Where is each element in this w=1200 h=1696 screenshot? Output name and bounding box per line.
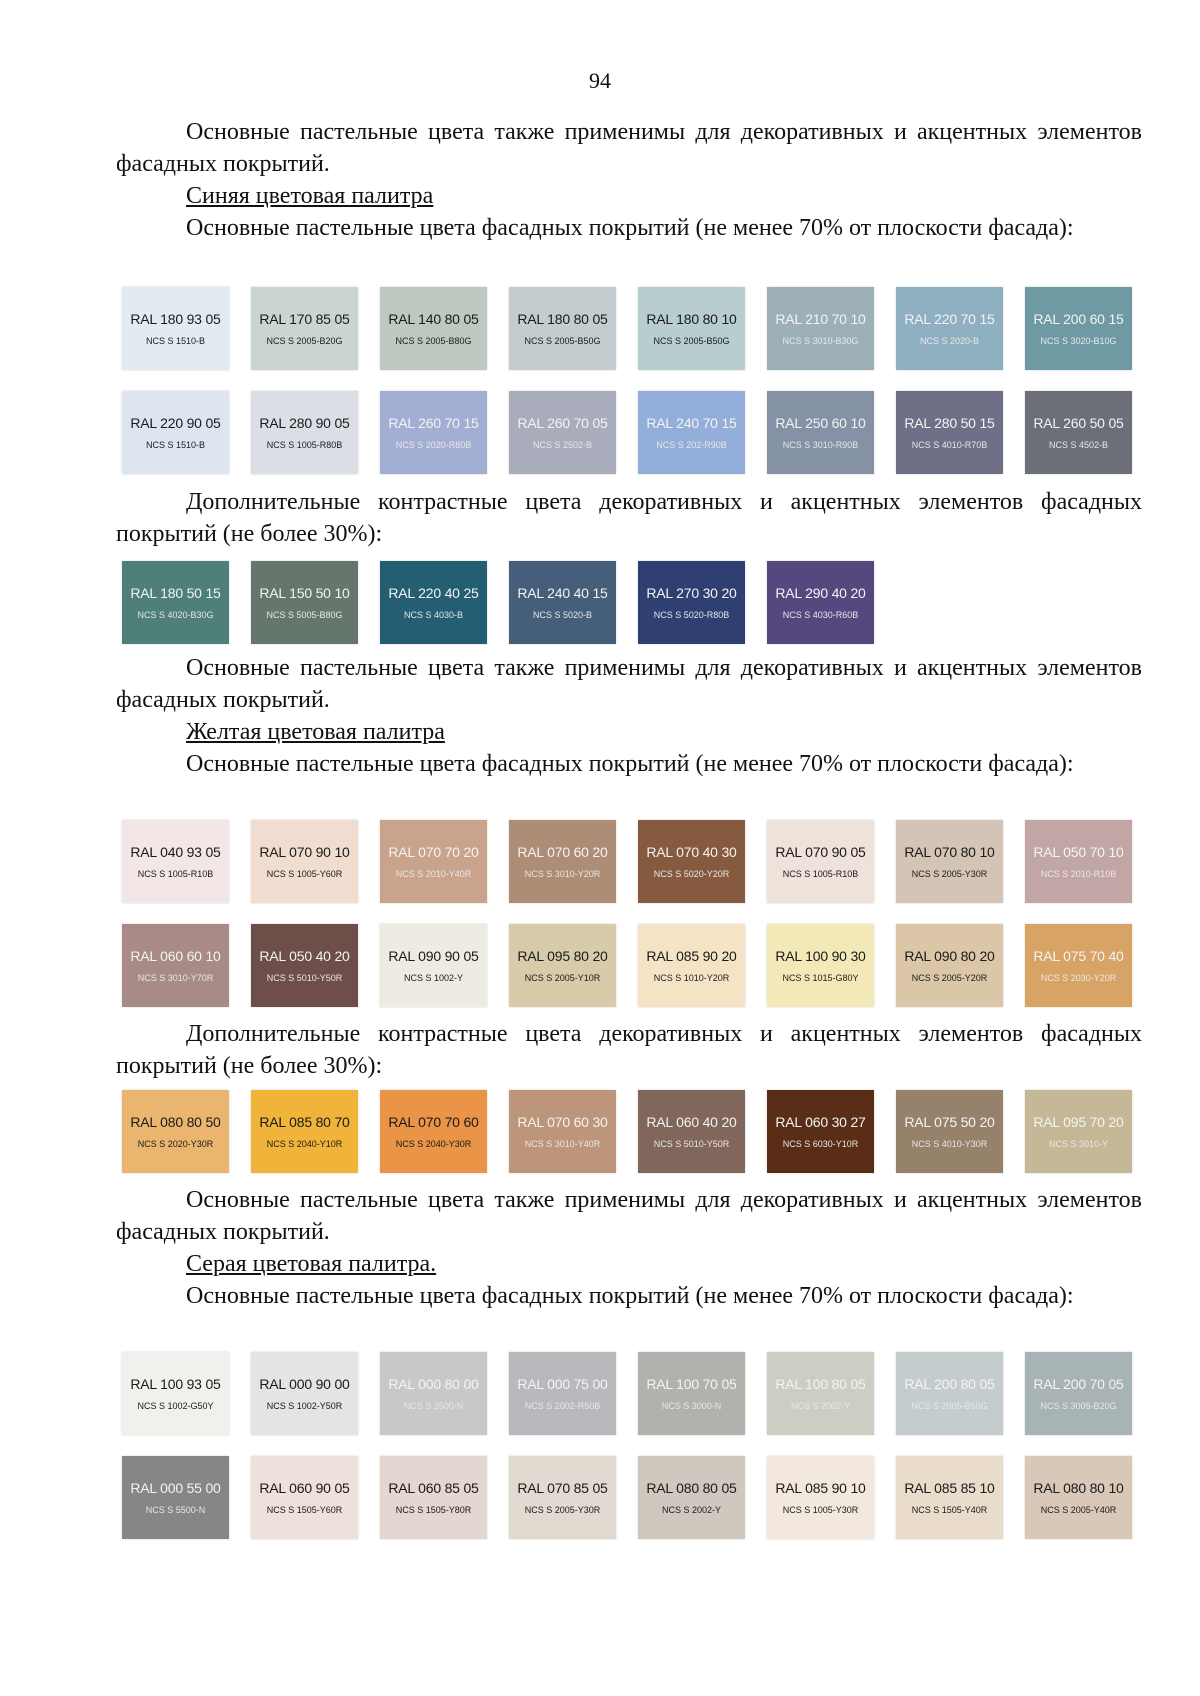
ral-code: RAL 200 70 05 (1033, 1376, 1124, 1392)
paragraph-additional-blue (116, 486, 1142, 550)
color-swatch (251, 820, 358, 903)
ral-code: RAL 150 50 10 (259, 585, 350, 601)
ral-code: RAL 290 40 20 (775, 585, 866, 601)
ncs-code: NCS S 5020-R80B (653, 610, 730, 620)
ncs-code: NCS S 1505-Y80R (395, 1505, 472, 1515)
color-swatch (638, 287, 745, 370)
color-swatch (767, 287, 874, 370)
ral-code: RAL 180 50 15 (130, 585, 221, 601)
color-swatch (380, 1352, 487, 1435)
color-swatch (638, 391, 745, 474)
swatch-row (122, 391, 1132, 474)
ral-code: RAL 090 90 05 (388, 948, 479, 964)
ncs-code: NCS S 3005-B20G (1040, 1401, 1117, 1411)
ral-code: RAL 050 70 10 (1033, 844, 1124, 860)
ral-code: RAL 100 93 05 (130, 1376, 221, 1392)
ncs-code: NCS S 2020-Y30R (137, 1139, 214, 1149)
ral-code: RAL 070 70 60 (388, 1114, 479, 1130)
ncs-code: NCS S 1510-B (145, 440, 206, 450)
ncs-code: NCS S 3010-Y (1048, 1139, 1109, 1149)
ncs-code: NCS S 5020-B (532, 610, 593, 620)
color-swatch (638, 1090, 745, 1173)
ncs-code: NCS S 1505-Y40R (911, 1505, 988, 1515)
color-swatch (251, 1090, 358, 1173)
ral-code: RAL 140 80 05 (388, 311, 479, 327)
ral-code: RAL 060 40 20 (646, 1114, 737, 1130)
ncs-code: NCS S 4010-Y30R (911, 1139, 988, 1149)
paragraph-accent-note-2 (116, 652, 1142, 716)
ncs-code: NCS S 2005-B50G (911, 1401, 988, 1411)
paragraph-main-yellow (116, 748, 1142, 780)
color-swatch (767, 1352, 874, 1435)
ncs-code: NCS S 5010-Y50R (653, 1139, 730, 1149)
color-swatch (509, 287, 616, 370)
ral-code: RAL 180 93 05 (130, 311, 221, 327)
ral-code: RAL 090 80 20 (904, 948, 995, 964)
ral-code: RAL 220 70 15 (904, 311, 995, 327)
color-swatch (767, 1090, 874, 1173)
color-swatch (122, 1456, 229, 1539)
color-swatch (638, 561, 745, 644)
ral-code: RAL 050 40 20 (259, 948, 350, 964)
ncs-code: NCS S 1505-Y60R (266, 1505, 343, 1515)
color-swatch (896, 1352, 1003, 1435)
ral-code: RAL 280 90 05 (259, 415, 350, 431)
ral-code: RAL 085 90 20 (646, 948, 737, 964)
swatch-row (122, 820, 1132, 903)
ral-code: RAL 085 85 10 (904, 1480, 995, 1496)
swatch-row (122, 1352, 1132, 1435)
color-swatch (380, 924, 487, 1007)
color-swatch (1025, 391, 1132, 474)
paragraph-text: Основные пастельные цвета также применимы для декоративных и акцентных элементов фасадных покрытий. (116, 655, 1142, 713)
swatch-row (122, 924, 1132, 1007)
color-swatch (251, 1456, 358, 1539)
ral-code: RAL 000 55 00 (130, 1480, 221, 1496)
ncs-code: NCS S 2005-B50G (524, 336, 601, 346)
ral-code: RAL 075 50 20 (904, 1114, 995, 1130)
ncs-code: NCS S 2005-Y30R (524, 1505, 601, 1515)
ncs-code: NCS S 2010-Y40R (395, 869, 472, 879)
color-swatch (638, 820, 745, 903)
ncs-code: NCS S 2005-B80G (395, 336, 472, 346)
color-swatch (1025, 1090, 1132, 1173)
color-swatch (509, 820, 616, 903)
paragraph-text: Дополнительные контрастные цвета декоративных и акцентных элементов фасадных покрытий (не более 30%): (116, 489, 1142, 547)
ncs-code: NCS S 2002-Y (661, 1505, 722, 1515)
paragraph-main-blue (116, 212, 1142, 244)
color-swatch (122, 1352, 229, 1435)
ncs-code: NCS S 3000-N (661, 1401, 722, 1411)
ncs-code: NCS S 5500-N (145, 1505, 206, 1515)
color-swatch (896, 391, 1003, 474)
ncs-code: NCS S 2002-Y (790, 1401, 851, 1411)
ral-code: RAL 085 80 70 (259, 1114, 350, 1130)
color-swatch (638, 1456, 745, 1539)
ral-code: RAL 070 80 10 (904, 844, 995, 860)
color-swatch (767, 924, 874, 1007)
paragraph-main-grey (116, 1280, 1142, 1312)
ncs-code: NCS S 6030-Y10R (782, 1139, 859, 1149)
color-swatch (509, 1090, 616, 1173)
color-swatch (380, 391, 487, 474)
color-swatch (251, 287, 358, 370)
ncs-code: NCS S 2005-Y10R (524, 973, 601, 983)
ral-code: RAL 240 40 15 (517, 585, 608, 601)
ncs-code: NCS S 2020-B (919, 336, 980, 346)
ncs-code: NCS S 2005-B50G (653, 336, 730, 346)
color-swatch (509, 1352, 616, 1435)
ncs-code: NCS S 4030-R60B (782, 610, 859, 620)
ral-code: RAL 080 80 05 (646, 1480, 737, 1496)
ral-code: RAL 180 80 10 (646, 311, 737, 327)
color-swatch (767, 561, 874, 644)
page-number: 94 (589, 68, 611, 93)
ral-code: RAL 085 90 10 (775, 1480, 866, 1496)
paragraph-text: Дополнительные контрастные цвета декоративных и акцентных элементов фасадных покрытий (не более 30%): (116, 1021, 1142, 1079)
swatch-row (122, 1090, 1132, 1173)
ncs-code: NCS S 4502-B (1048, 440, 1109, 450)
color-swatch (380, 820, 487, 903)
color-swatch (509, 391, 616, 474)
ncs-code: NCS S 3010-Y20R (524, 869, 601, 879)
ncs-code: NCS S 2500-N (403, 1401, 464, 1411)
color-swatch (509, 1456, 616, 1539)
color-swatch (509, 561, 616, 644)
ncs-code: NCS S 1015-G80Y (782, 973, 859, 983)
color-swatch (767, 820, 874, 903)
ral-code: RAL 060 90 05 (259, 1480, 350, 1496)
color-swatch (122, 1090, 229, 1173)
color-swatch (380, 561, 487, 644)
color-swatch (251, 561, 358, 644)
ncs-code: NCS S 202-R90B (656, 440, 727, 450)
paragraph-accent-note-3 (116, 1184, 1142, 1248)
ncs-code: NCS S 3020-B10G (1040, 336, 1117, 346)
paragraph-text: Основные пастельные цвета фасадных покрытий (не менее 70% от плоскости фасада): (186, 751, 1074, 777)
ncs-code: NCS S 1002-Y (403, 973, 464, 983)
color-swatch (1025, 820, 1132, 903)
ncs-code: NCS S 5005-B80G (266, 610, 343, 620)
heading-yellow-palette: Желтая цветовая палитра (186, 719, 445, 745)
ncs-code: NCS S 4020-B30G (137, 610, 214, 620)
ral-code: RAL 200 80 05 (904, 1376, 995, 1392)
ral-code: RAL 170 85 05 (259, 311, 350, 327)
ncs-code: NCS S 2005-B20G (266, 336, 343, 346)
ral-code: RAL 060 30 27 (775, 1114, 866, 1130)
color-swatch (896, 924, 1003, 1007)
ral-code: RAL 095 70 20 (1033, 1114, 1124, 1130)
ncs-code: NCS S 3010-R90B (782, 440, 859, 450)
swatch-row (122, 287, 1132, 370)
ral-code: RAL 100 80 05 (775, 1376, 866, 1392)
ral-code: RAL 210 70 10 (775, 311, 866, 327)
ncs-code: NCS S 1005-R80B (266, 440, 343, 450)
ncs-code: NCS S 5010-Y50R (266, 973, 343, 983)
ncs-code: NCS S 2002-R50B (524, 1401, 601, 1411)
color-swatch (251, 924, 358, 1007)
ral-code: RAL 200 60 15 (1033, 311, 1124, 327)
ral-code: RAL 260 70 15 (388, 415, 479, 431)
ral-code: RAL 180 80 05 (517, 311, 608, 327)
ral-code: RAL 070 85 05 (517, 1480, 608, 1496)
paragraph-text: Основные пастельные цвета также применимы для декоративных и акцентных элементов фасадных покрытий. (116, 119, 1142, 177)
ncs-code: NCS S 1005-Y30R (782, 1505, 859, 1515)
color-swatch (1025, 1352, 1132, 1435)
color-swatch (251, 391, 358, 474)
ral-code: RAL 070 60 30 (517, 1114, 608, 1130)
color-swatch (896, 1090, 1003, 1173)
ral-code: RAL 060 85 05 (388, 1480, 479, 1496)
ncs-code: NCS S 1005-R10B (137, 869, 214, 879)
color-swatch (767, 1456, 874, 1539)
color-swatch (122, 924, 229, 1007)
ral-code: RAL 000 90 00 (259, 1376, 350, 1392)
color-swatch (638, 1352, 745, 1435)
ncs-code: NCS S 2010-R10B (1040, 869, 1117, 879)
color-swatch (1025, 1456, 1132, 1539)
ral-code: RAL 075 70 40 (1033, 948, 1124, 964)
ncs-code: NCS S 2040-Y30R (395, 1139, 472, 1149)
ral-code: RAL 240 70 15 (646, 415, 737, 431)
paragraph-accent-note-1 (116, 116, 1142, 180)
ncs-code: NCS S 2005-Y40R (1040, 1505, 1117, 1515)
ral-code: RAL 250 60 10 (775, 415, 866, 431)
ncs-code: NCS S 1510-B (145, 336, 206, 346)
ral-code: RAL 095 80 20 (517, 948, 608, 964)
ncs-code: NCS S 3010-B30G (782, 336, 859, 346)
ral-code: RAL 060 60 10 (130, 948, 221, 964)
ncs-code: NCS S 5020-Y20R (653, 869, 730, 879)
color-swatch (380, 1456, 487, 1539)
ral-code: RAL 100 90 30 (775, 948, 866, 964)
paragraph-text: Основные пастельные цвета также применимы для декоративных и акцентных элементов фасадных покрытий. (116, 1187, 1142, 1245)
ncs-code: NCS S 1002-G50Y (137, 1401, 214, 1411)
paragraph-additional-yellow (116, 1018, 1142, 1082)
ral-code: RAL 260 70 05 (517, 415, 608, 431)
ral-code: RAL 040 93 05 (130, 844, 221, 860)
color-swatch (896, 287, 1003, 370)
color-swatch (896, 820, 1003, 903)
ral-code: RAL 260 50 05 (1033, 415, 1124, 431)
ncs-code: NCS S 3010-Y70R (137, 973, 214, 983)
paragraph-text: Основные пастельные цвета фасадных покрытий (не менее 70% от плоскости фасада): (186, 1283, 1074, 1309)
ncs-code: NCS S 2005-Y20R (911, 973, 988, 983)
color-swatch (380, 287, 487, 370)
color-swatch (509, 924, 616, 1007)
ncs-code: NCS S 2030-Y20R (1040, 973, 1117, 983)
ral-code: RAL 070 90 05 (775, 844, 866, 860)
ncs-code: NCS S 2502-B (532, 440, 593, 450)
color-swatch (122, 391, 229, 474)
ral-code: RAL 070 40 30 (646, 844, 737, 860)
color-swatch (122, 820, 229, 903)
color-swatch (767, 391, 874, 474)
ral-code: RAL 270 30 20 (646, 585, 737, 601)
ncs-code: NCS S 1005-Y60R (266, 869, 343, 879)
color-swatch (122, 561, 229, 644)
ral-code: RAL 220 90 05 (130, 415, 221, 431)
paragraph-text: Основные пастельные цвета фасадных покрытий (не менее 70% от плоскости фасада): (186, 215, 1074, 241)
swatch-row (122, 1456, 1132, 1539)
color-swatch (1025, 924, 1132, 1007)
color-swatch (122, 287, 229, 370)
ncs-code: NCS S 1002-Y50R (266, 1401, 343, 1411)
color-swatch (251, 1352, 358, 1435)
swatch-row (122, 561, 874, 644)
ral-code: RAL 080 80 10 (1033, 1480, 1124, 1496)
color-swatch (638, 924, 745, 1007)
ral-code: RAL 280 50 15 (904, 415, 995, 431)
ncs-code: NCS S 2040-Y10R (266, 1139, 343, 1149)
ral-code: RAL 220 40 25 (388, 585, 479, 601)
ncs-code: NCS S 1010-Y20R (653, 973, 730, 983)
ral-code: RAL 000 75 00 (517, 1376, 608, 1392)
ral-code: RAL 070 90 10 (259, 844, 350, 860)
ral-code: RAL 080 80 50 (130, 1114, 221, 1130)
ral-code: RAL 000 80 00 (388, 1376, 479, 1392)
ncs-code: NCS S 1005-R10B (782, 869, 859, 879)
ncs-code: NCS S 4030-B (403, 610, 464, 620)
heading-grey-palette: Серая цветовая палитра. (186, 1251, 437, 1277)
ncs-code: NCS S 4010-R70B (911, 440, 988, 450)
ncs-code: NCS S 3010-Y40R (524, 1139, 601, 1149)
ral-code: RAL 070 60 20 (517, 844, 608, 860)
color-swatch (896, 1456, 1003, 1539)
ncs-code: NCS S 2020-R80B (395, 440, 472, 450)
color-swatch (1025, 287, 1132, 370)
ral-code: RAL 100 70 05 (646, 1376, 737, 1392)
heading-blue-palette: Синяя цветовая палитра (186, 183, 434, 209)
color-swatch (380, 1090, 487, 1173)
ral-code: RAL 070 70 20 (388, 844, 479, 860)
ncs-code: NCS S 2005-Y30R (911, 869, 988, 879)
